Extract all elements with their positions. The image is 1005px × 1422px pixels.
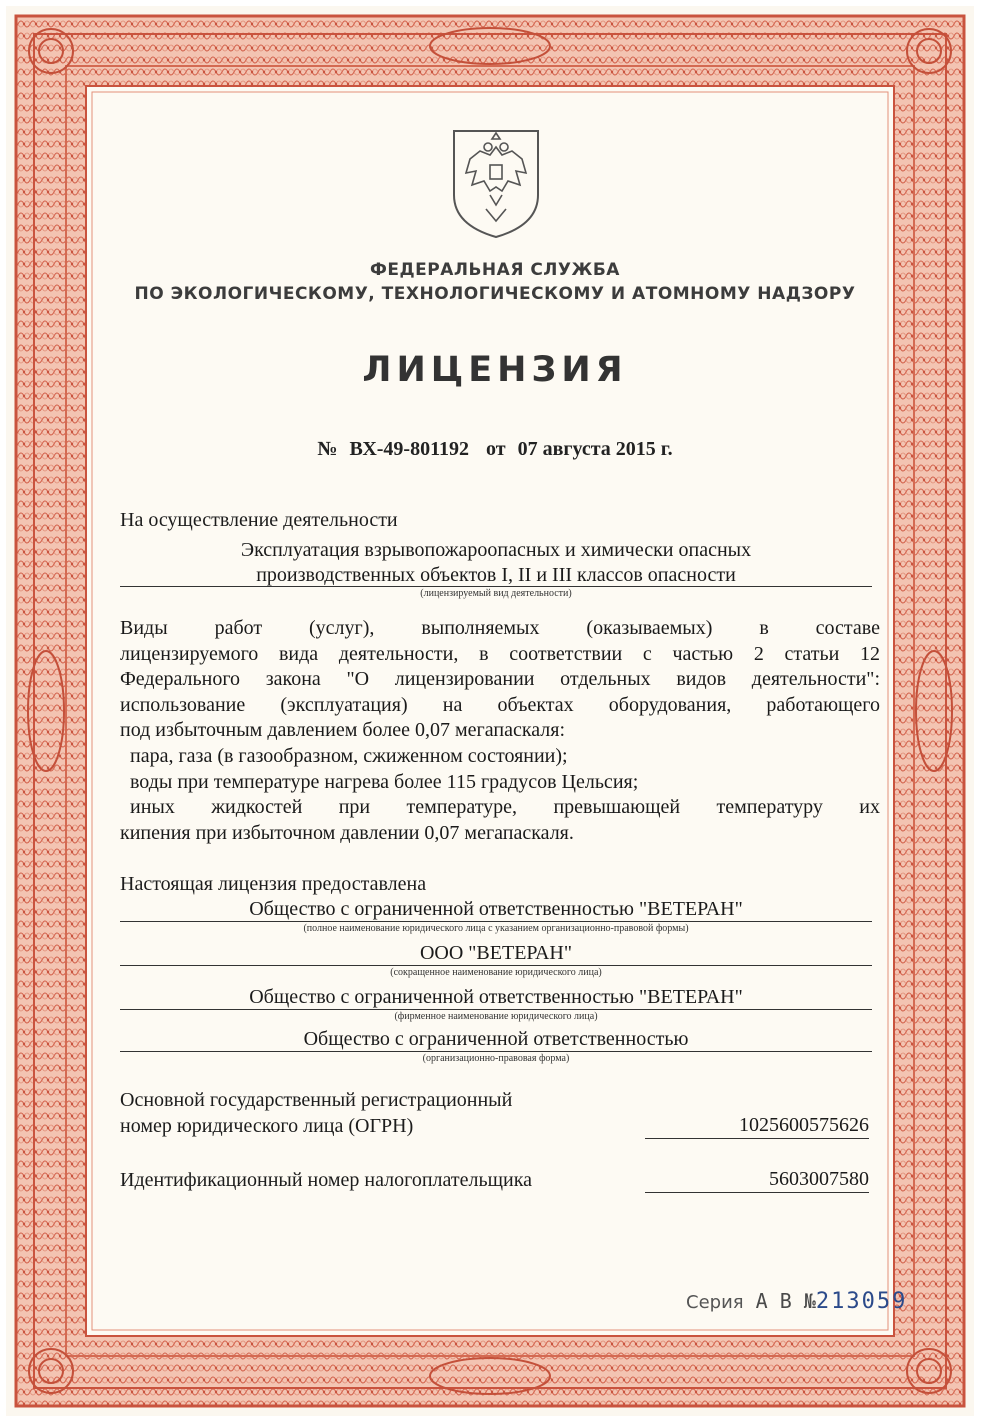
- works-line: иных жидкостей при температуре, превышающей температуру их: [130, 796, 880, 819]
- inn-underline: [645, 1192, 869, 1193]
- full-name-underline: [120, 921, 872, 922]
- works-line: под избыточным давлением более 0,07 мегапаскаля:: [120, 719, 566, 742]
- serial-number: 213059: [815, 1289, 908, 1314]
- coat-of-arms-emblem: [446, 125, 546, 240]
- licensee-brand-name: Общество с ограниченной ответственностью "ВЕТЕРАН": [249, 986, 743, 1008]
- legal-form-underline: [120, 1051, 872, 1052]
- license-date: 07 августа 2015 г.: [517, 438, 673, 460]
- short-name-underline: [120, 965, 872, 966]
- brand-name-caption: (фирменное наименование юридического лица): [394, 1011, 598, 1022]
- works-line: лицензируемого вида деятельности, в соответствии с частью 2 статьи 12: [120, 642, 880, 665]
- activity-line1: Эксплуатация взрывопожароопасных и химически опасных: [240, 539, 752, 561]
- document-title: ЛИЦЕНЗИЯ: [362, 350, 628, 390]
- ogrn-label-line2: номер юридического лица (ОГРН): [120, 1115, 414, 1137]
- serial-number-sign: №: [803, 1289, 816, 1313]
- blank-serial: [686, 1289, 907, 1314]
- ogrn-value: 1025600575626: [739, 1114, 869, 1136]
- date-prefix: от: [486, 438, 506, 460]
- legal-form-caption: (организационно-правовая форма): [422, 1053, 570, 1064]
- brand-name-underline: [120, 1009, 872, 1010]
- works-line: Виды работ (услуг), выполняемых (оказываемых) в составе: [120, 617, 880, 639]
- activity-intro: На осуществление деятельности: [120, 509, 398, 531]
- inn-label: Идентификационный номер налогоплательщика: [120, 1169, 533, 1191]
- licensee-full-name: Общество с ограниченной ответственностью "ВЕТЕРАН": [249, 898, 743, 920]
- licensee-legal-form: Общество с ограниченной ответственностью: [303, 1028, 689, 1050]
- works-line: воды при температуре нагрева более 115 градусов Цельсия;: [130, 770, 639, 793]
- license-number-line: [100, 438, 890, 461]
- number-sign: №: [317, 438, 338, 460]
- agency-name-line2: ПО ЭКОЛОГИЧЕСКОМУ, ТЕХНОЛОГИЧЕСКОМУ И АТОМНОМУ НАДЗОРУ: [134, 284, 856, 304]
- series-code: А В: [755, 1289, 792, 1313]
- works-line: Федерального закона "О лицензировании отдельных видов деятельности":: [120, 668, 880, 691]
- agency-name-line1: ФЕДЕРАЛЬНАЯ СЛУЖБА: [370, 260, 620, 280]
- inn-value: 5603007580: [769, 1168, 869, 1190]
- activity-caption: (лицензируемый вид деятельности): [420, 588, 572, 599]
- activity-underline: [120, 586, 872, 587]
- short-name-caption: (сокращенное наименование юридического лица): [390, 967, 602, 978]
- ogrn-underline: [645, 1138, 869, 1139]
- licensee-intro: Настоящая лицензия предоставлена: [120, 873, 427, 895]
- full-name-caption: (полное наименование юридического лица с указанием организационно-правовой формы): [303, 923, 689, 934]
- works-line: использование (эксплуатация) на объектах оборудования, работающего: [120, 693, 880, 716]
- licensee-short-name: ООО "ВЕТЕРАН": [419, 942, 573, 964]
- series-label: Серия: [686, 1292, 744, 1313]
- activity-line2: производственных объектов I, II и III классов опасности: [256, 564, 736, 586]
- ogrn-label-line1: Основной государственный регистрационный: [120, 1089, 513, 1111]
- works-line: пара, газа (в газообразном, сжиженном состоянии);: [130, 744, 568, 767]
- license-number: ВХ-49-801192: [349, 438, 469, 460]
- works-line: кипения при избыточном давлении 0,07 мегапаскаля.: [120, 821, 574, 844]
- works-list: [120, 616, 880, 846]
